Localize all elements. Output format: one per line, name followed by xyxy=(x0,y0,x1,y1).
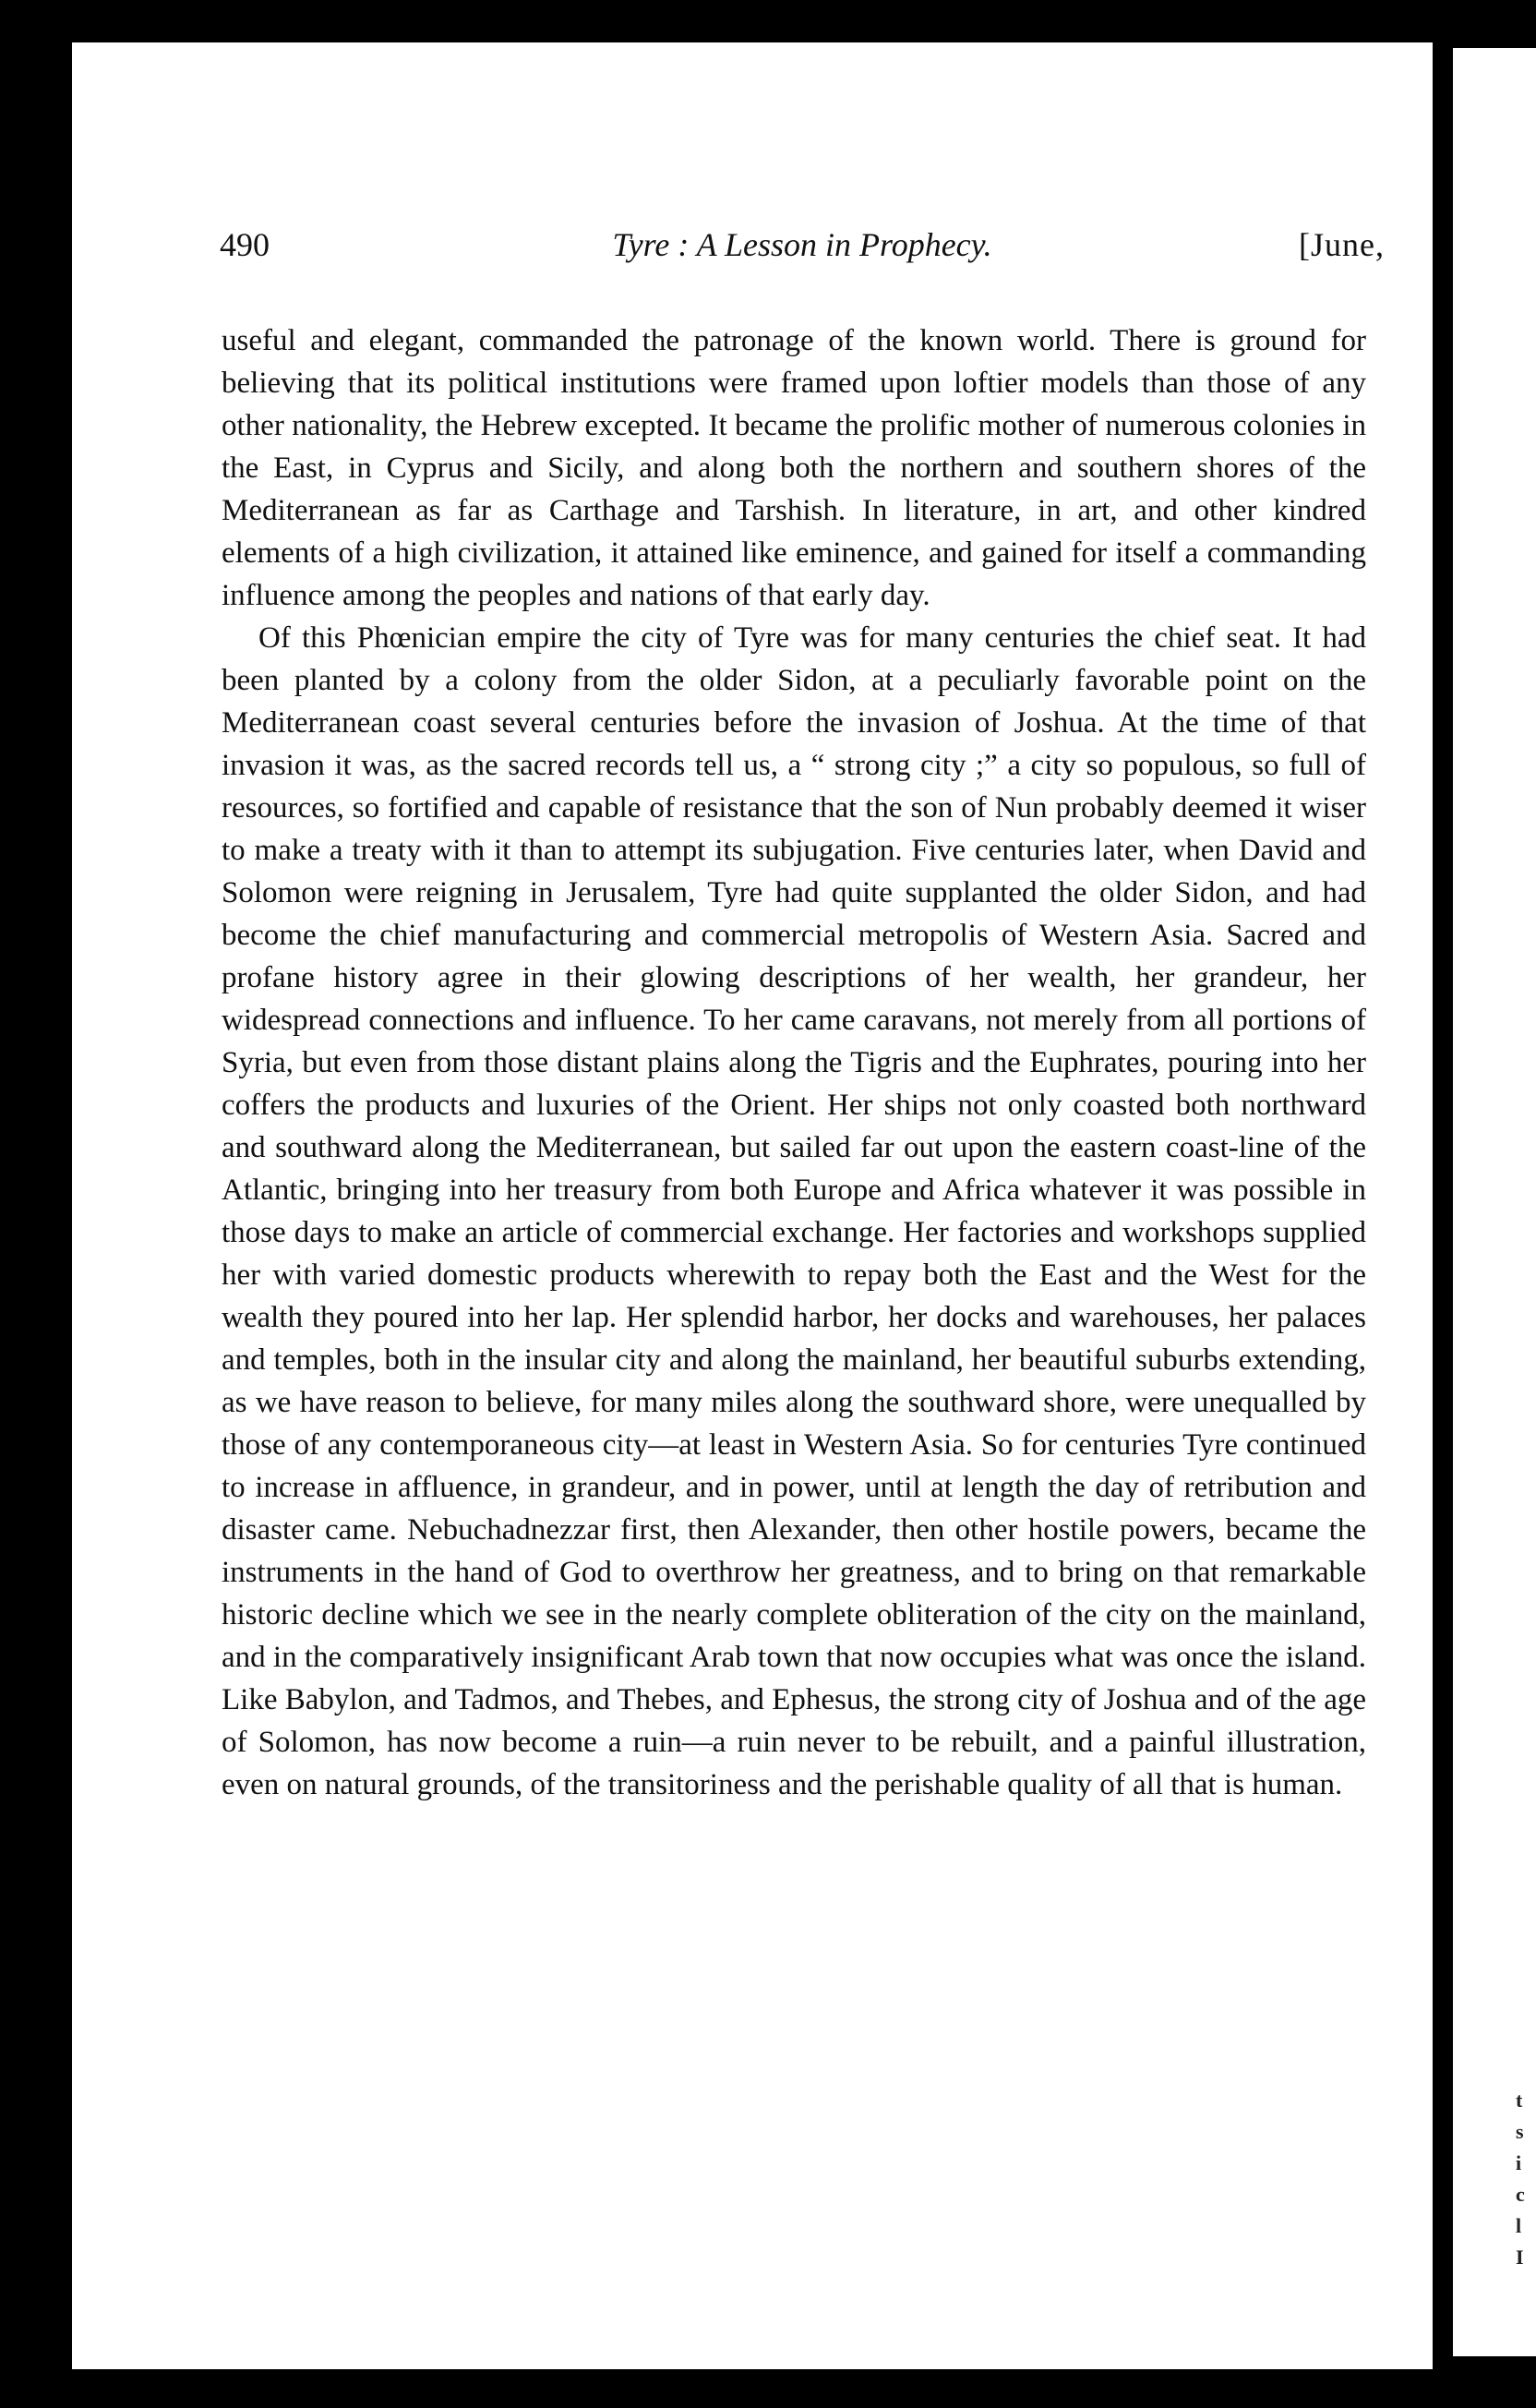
adjacent-page-edge xyxy=(1453,48,1536,2356)
paragraph: Of this Phœnician empire the city of Tyre was for many centuries the chief seat. It had been planted by a colony from the older Sidon, at a peculiarly favorable point on the Mediterranean coast several centuries before the invasion of Joshua. At the time of that invasion it was, as the sacred records tell us, a “ strong city ;” a city so populous, so full of resources, so fortified and capable of resistance that the son of Nun probably deemed it wiser to make a treaty with it than to attempt its subjugation. Five centuries later, when David and Solomon were reigning in Jerusalem, Tyre had quite supplanted the older Sidon, and had become the chief manufacturing and commercial metropolis of Western Asia. Sacred and profane history agree in their glowing descriptions of her wealth, her grandeur, her widespread connections and influence. To her came caravans, not merely from all portions of Syria, but even from those distant plains along the Tigris and the Euphrates, pouring into her coffers the products and luxuries of the Orient. Her ships not only coasted both northward and southward along the Mediterranean, but sailed far out upon the eastern coast-line of the Atlantic, bringing into her treasury from both Europe and Africa whatever it was possible in those days to make an article of commercial exchange. Her factories and workshops supplied her with varied domestic products wherewith to repay both the East and the West for the wealth they poured into her lap. Her splendid harbor, her docks and warehouses, her palaces and temples, both in the insular city and along the mainland, her beautiful suburbs extending, as we have reason to believe, for many miles along the southward shore, were unequalled by those of any contemporaneous city—at least in Western Asia. So for centuries Tyre continued to increase in affluence, in grandeur, and in power, until at length the day of retribution and disaster came. Nebuchadnezzar first, then Alexander, then other hostile powers, became the instruments in the hand of God to overthrow her greatness, and to bring on that remarkable historic decline which we see in the nearly complete obliteration of the city on the mainland, and in the comparatively insignificant Arab town that now occupies what was once the island. Like Babylon, and Tadmos, and Thebes, and Ephesus, the strong city of Joshua and of the age of Solomon, has now become a ruin—a ruin never to be rebuilt, and a painful illustration, even on natural grounds, of the transitoriness and the perishable quality of all that is human. xyxy=(222,621,1366,1801)
edge-fragment: t xyxy=(1516,2089,1523,2112)
edge-fragment: l xyxy=(1516,2214,1522,2237)
paragraph: useful and elegant, commanded the patronage of the known world. There is ground for believing that its political institutions were framed upon loftier models than those of any other nationality, the Hebrew excepted. It became the prolific mother of numerous colonies in the East, in Cyprus and Sicily, and along both the northern and southern shores of the Mediterranean as far as Carthage and Tarshish. In literature, in art, and other kindred elements of a high civilization, it attained like eminence, and gained for itself a commanding influence among the peoples and nations of that early day. xyxy=(222,324,1366,612)
edge-fragment: i xyxy=(1516,2151,1522,2174)
running-title: Tyre : A Lesson in Prophecy. xyxy=(612,226,992,263)
edge-fragment: c xyxy=(1516,2183,1525,2206)
page-header xyxy=(220,207,1385,271)
running-date: [June, xyxy=(1299,226,1385,263)
body-text xyxy=(222,319,1366,1806)
page-number: 490 xyxy=(220,226,270,263)
edge-fragment: s xyxy=(1516,2120,1524,2143)
book-page xyxy=(72,42,1433,2369)
edge-fragment: I xyxy=(1516,2245,1524,2269)
